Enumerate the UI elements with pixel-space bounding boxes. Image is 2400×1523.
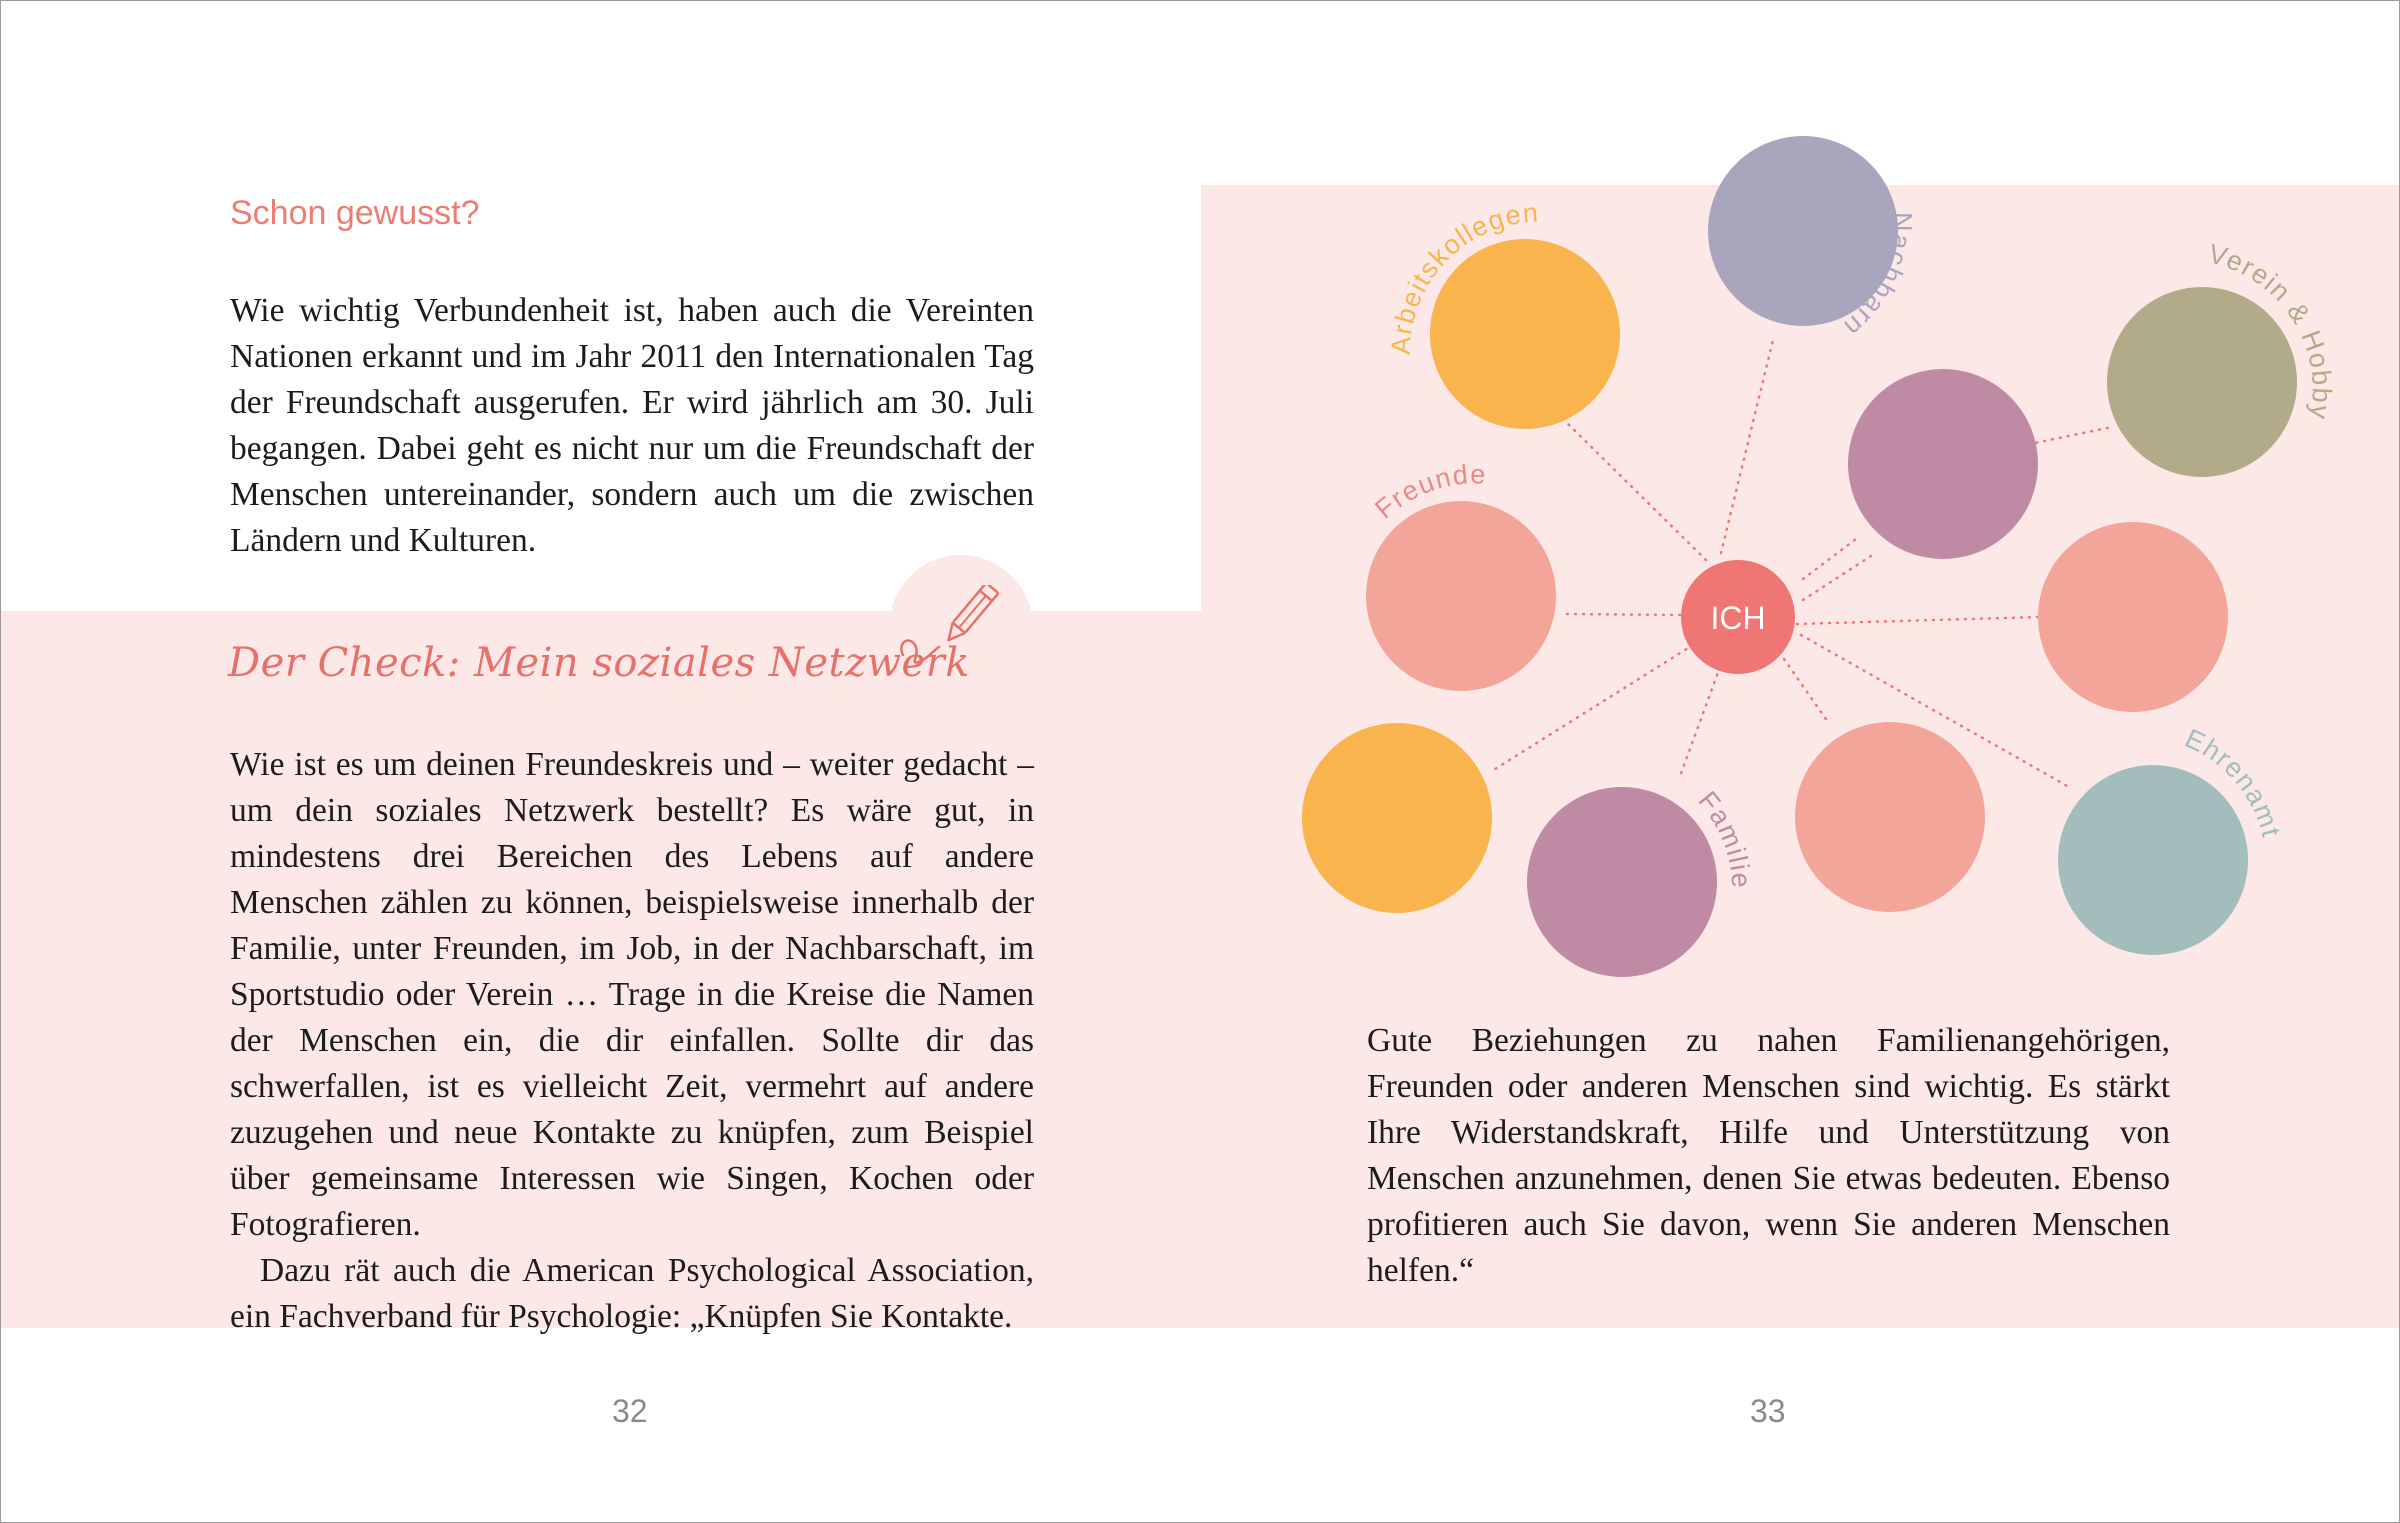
check-text-2: Dazu rät auch die American Psychological Association, ein Fachverband für Psychologie: „Knüpfen Sie Kontakte. (230, 1252, 1034, 1335)
connector-line (1679, 667, 1720, 779)
circle-familie[interactable] (1527, 787, 1717, 977)
page-number-left: 32 (612, 1393, 648, 1429)
connector-line (1797, 617, 2039, 624)
circle-extra-salmon-bottom[interactable] (1795, 722, 1985, 912)
label-ehrenamt: Ehrenamt (2180, 722, 2287, 842)
circle-extra-mauve[interactable] (1848, 369, 2038, 559)
label-familie: Familie (1692, 785, 1757, 891)
ich-label: ICH (1710, 600, 1766, 636)
connector-line (1565, 421, 1706, 560)
circle-verein-hobby[interactable] (2107, 287, 2297, 477)
page-number-right: 33 (1750, 1393, 1786, 1429)
connector-line (1803, 554, 1874, 600)
intro-text: Wie wichtig Verbundenheit ist, haben auch die Vereinten Nationen erkannt und im Jahr 2011 den Internationalen Tag der Freundschaft ausgerufen. Er wird jährlich am 30. Juli begangen. Dabei geht es nicht nur um die Freundschaft der Menschen untereinander, sondern auch um die zwischen Ländern und Kulturen. (230, 292, 1034, 559)
label-verein-hobby: Verein & Hobby (2205, 238, 2337, 423)
check-heading: Der Check: Mein soziales Netzwerk (228, 640, 970, 686)
label-arbeitskollegen: Arbeitskollegen (1385, 197, 1541, 356)
right-text: Gute Beziehungen zu nahen Familienangehörigen, Freunden oder anderen Menschen sind wichtig. Es stärkt Ihre Widerstandskraft, Hilfe und Unterstützung von Menschen anzunehmen, denen Sie etwas bedeuten. Ebenso profitieren auch Sie davon, wenn Sie anderen Menschen helfen.“ (1367, 1022, 2170, 1289)
circle-extra-salmon-right[interactable] (2038, 522, 2228, 712)
circle-ehrenamt[interactable] (2058, 765, 2248, 955)
sidebar-title: Schon gewusst? (230, 194, 480, 232)
circle-freunde[interactable] (1366, 501, 1556, 691)
label-freunde: Freunde (1369, 459, 1488, 525)
connector-line (1566, 614, 1680, 615)
connector-line (1803, 536, 1860, 579)
circle-extra-orange[interactable] (1302, 723, 1492, 913)
circle-arbeitskollegen[interactable] (1430, 239, 1620, 429)
label-nachbarn: Nachbarn (1837, 211, 1918, 344)
right-paragraph (1367, 1018, 2170, 1294)
check-text: Wie ist es um deinen Freundeskreis und – weiter gedacht – um dein soziales Netzwerk bestellt? Es wäre gut, in mindestens drei Bereichen des Lebens auf andere Menschen zählen zu können, beispielsweise innerhalb der Familie, unter Freunden, im Job, in der Nachbarschaft, im Sportstudio oder Verein … Trage in die Kreise die Namen der Menschen ein, die dir einfallen. Sollte dir das schwerfallen, ist es vielleicht Zeit, vermehrt auf andere zuzugehen und neue Kontakte zu knüpfen, zum Beispiel über gemeinsame Interessen wie Singen, Kochen oder Fotografieren. (230, 746, 1034, 1243)
connector-line (1721, 336, 1774, 553)
connector-line (1784, 659, 1828, 722)
